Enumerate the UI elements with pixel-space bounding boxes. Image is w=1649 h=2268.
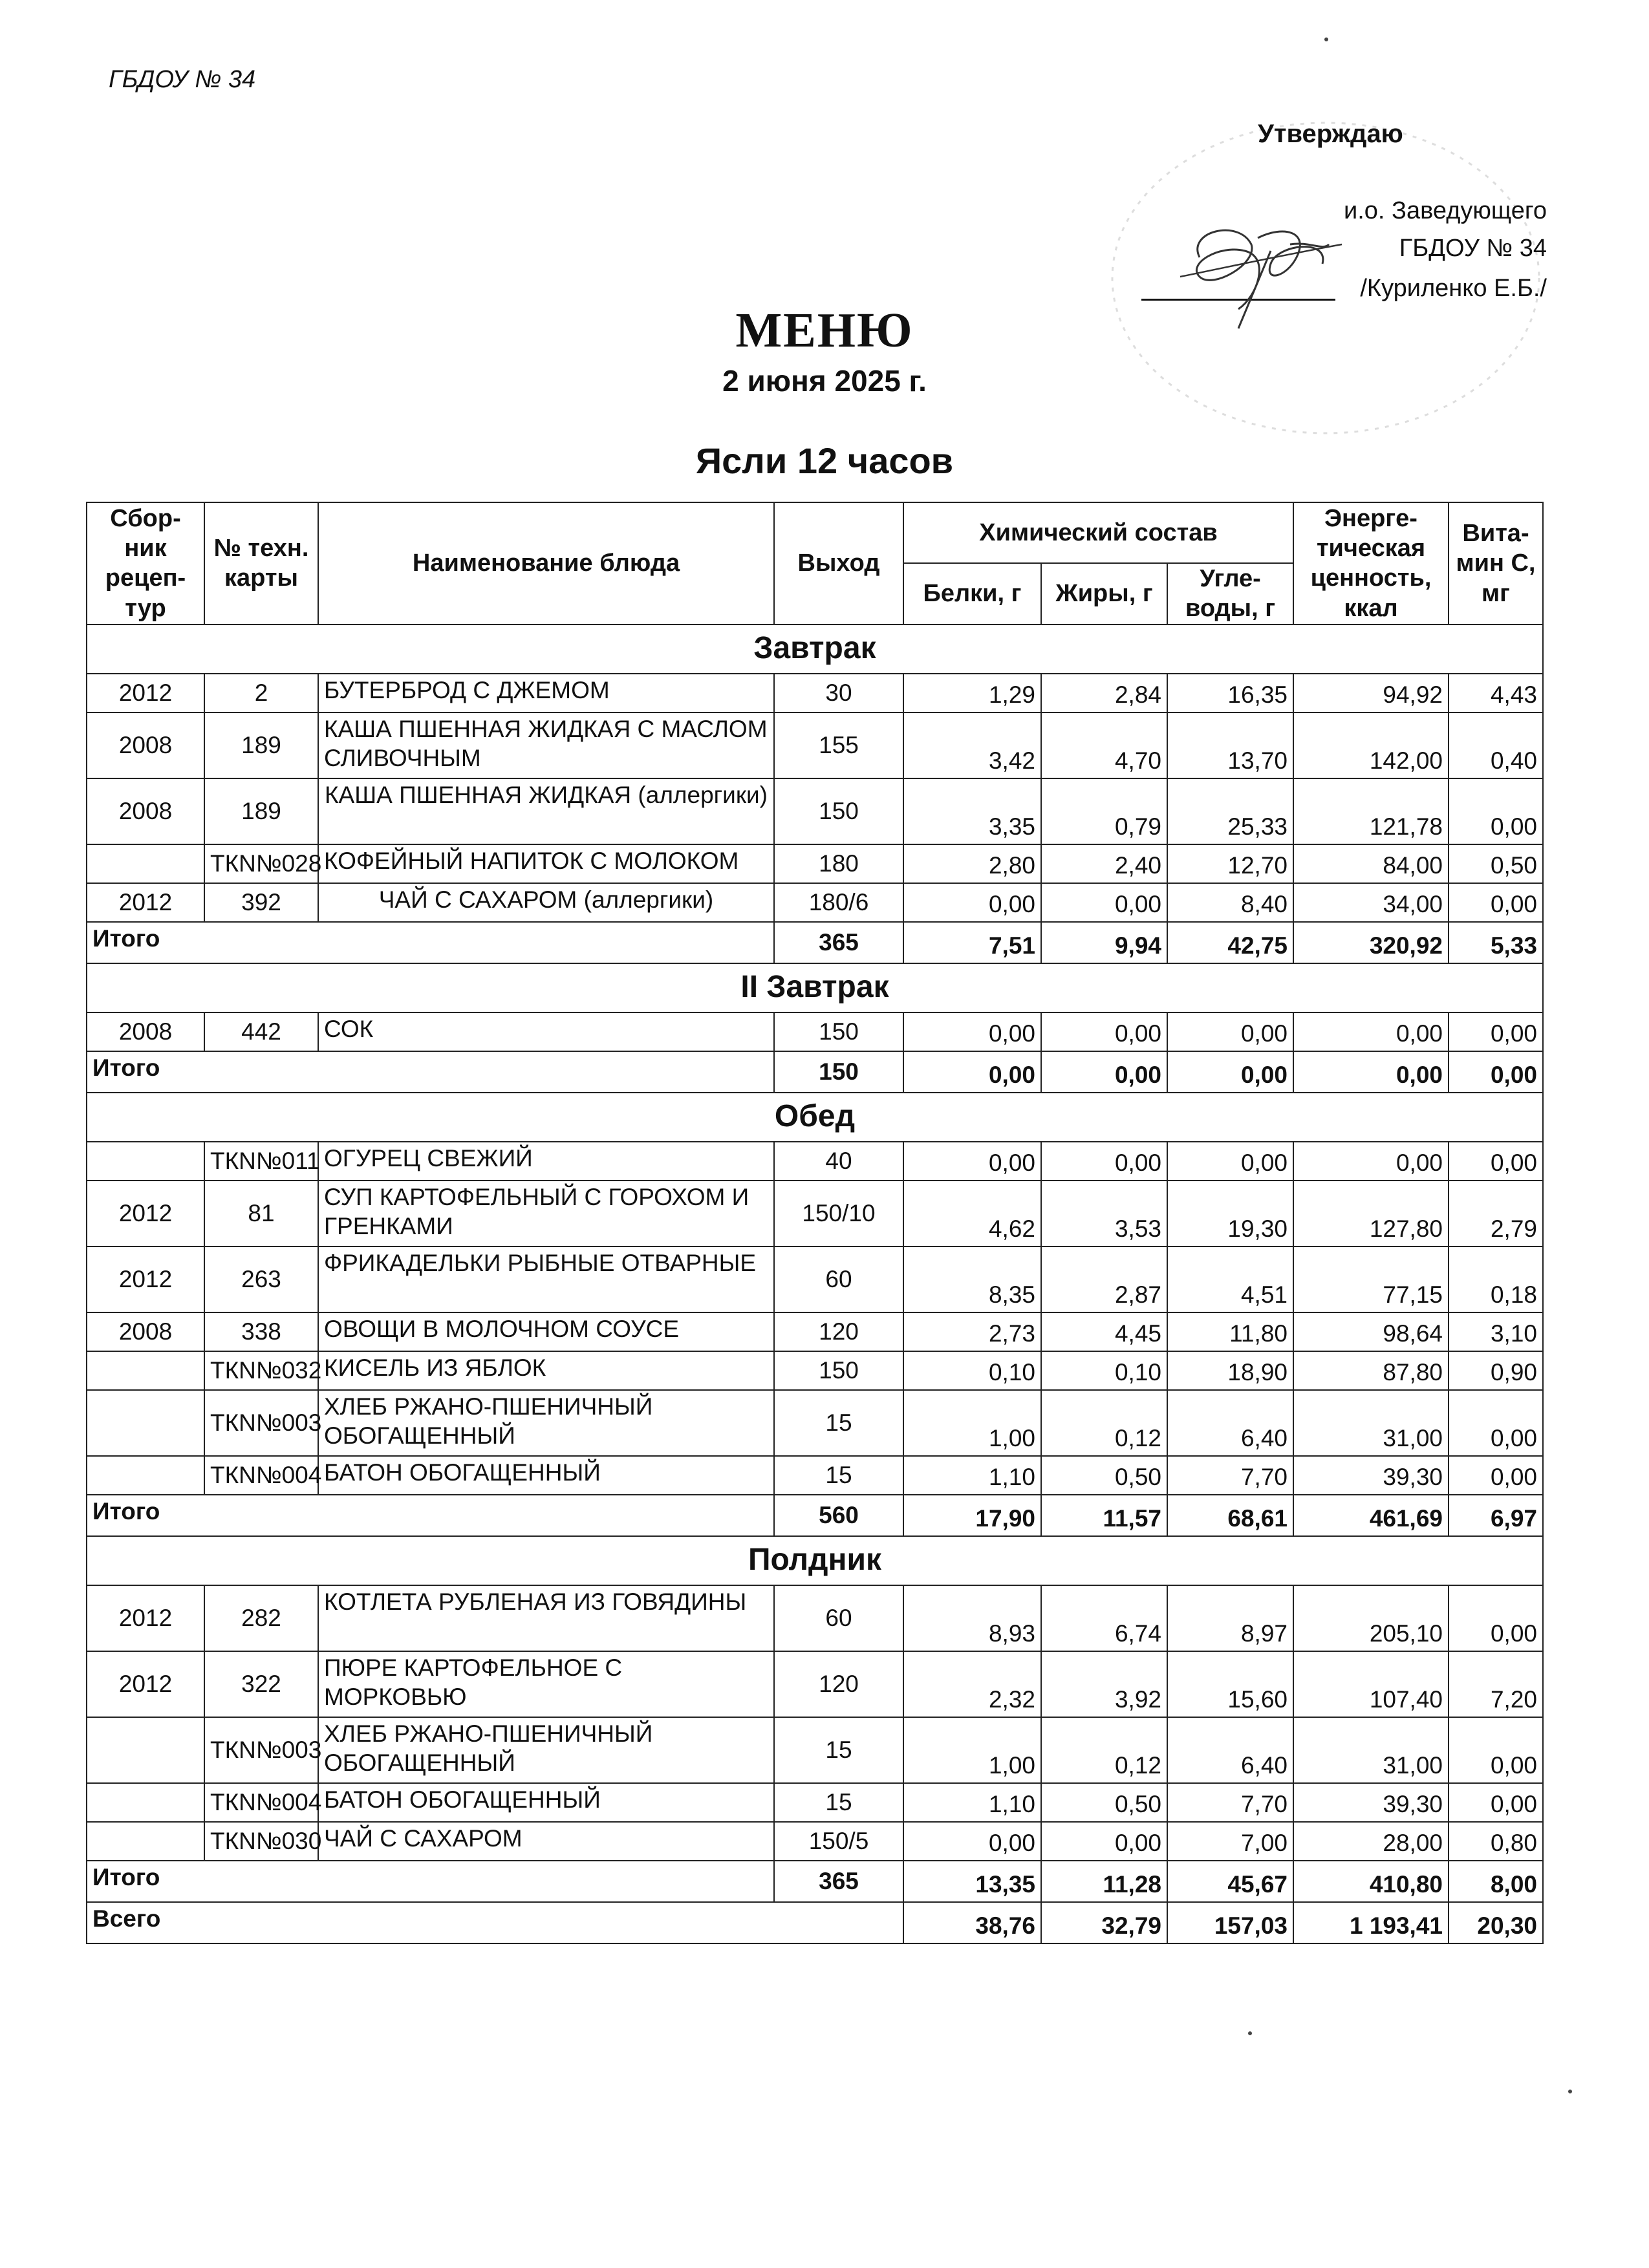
dish-name-cell: СОК xyxy=(318,1012,774,1051)
dish-name-cell: ЧАЙ С САХАРОМ (аллергики) xyxy=(318,883,774,922)
protein-cell: 2,80 xyxy=(903,844,1041,883)
grand-total-label: Всего xyxy=(87,1902,903,1943)
total-carbs: 68,61 xyxy=(1167,1495,1293,1536)
yield-cell: 180 xyxy=(774,844,903,883)
total-energy: 0,00 xyxy=(1293,1051,1449,1093)
dish-name-cell: КОТЛЕТА РУБЛЕНАЯ ИЗ ГОВЯДИНЫ xyxy=(318,1585,774,1651)
menu-subtitle: Ясли 12 часов xyxy=(695,440,954,481)
total-protein: 13,35 xyxy=(903,1861,1041,1902)
card-cell: 189 xyxy=(204,778,318,844)
collection-cell: 2008 xyxy=(87,778,204,844)
header-chem: Химический состав xyxy=(903,502,1293,563)
fat-cell: 0,00 xyxy=(1041,1142,1167,1181)
organization-label: ГБДОУ № 34 xyxy=(109,66,256,93)
fat-cell: 3,53 xyxy=(1041,1181,1167,1246)
section-row xyxy=(87,1093,1543,1142)
collection-cell xyxy=(87,1783,204,1822)
scan-speck xyxy=(1324,37,1328,41)
protein-cell: 8,35 xyxy=(903,1246,1041,1312)
yield-cell: 150 xyxy=(774,1351,903,1390)
energy-cell: 87,80 xyxy=(1293,1351,1449,1390)
collection-cell: 2008 xyxy=(87,712,204,778)
yield-cell: 155 xyxy=(774,712,903,778)
grand-total-fat: 32,79 xyxy=(1041,1902,1167,1943)
total-row xyxy=(87,1861,1543,1902)
energy-cell: 39,30 xyxy=(1293,1783,1449,1822)
scan-speck xyxy=(1248,2031,1252,2035)
scan-speck xyxy=(1568,2090,1572,2093)
vitamin-cell: 0,00 xyxy=(1449,778,1543,844)
vitamin-cell: 0,00 xyxy=(1449,1717,1543,1783)
vitamin-cell: 2,79 xyxy=(1449,1181,1543,1246)
protein-cell: 0,00 xyxy=(903,1012,1041,1051)
protein-cell: 1,00 xyxy=(903,1390,1041,1456)
fat-cell: 4,45 xyxy=(1041,1312,1167,1351)
menu-date: 2 июня 2025 г. xyxy=(722,364,927,398)
protein-cell: 0,10 xyxy=(903,1351,1041,1390)
yield-cell: 150 xyxy=(774,1012,903,1051)
card-cell: ТКN№028 xyxy=(204,844,318,883)
fat-cell: 3,92 xyxy=(1041,1651,1167,1717)
total-yield: 150 xyxy=(774,1051,903,1093)
card-cell: 282 xyxy=(204,1585,318,1651)
header-carbs: Угле-воды, г xyxy=(1167,563,1293,625)
header-name: Наименование блюда xyxy=(318,502,774,625)
collection-cell: 2012 xyxy=(87,1181,204,1246)
energy-cell: 121,78 xyxy=(1293,778,1449,844)
energy-cell: 28,00 xyxy=(1293,1822,1449,1861)
section-title: Полдник xyxy=(87,1536,1543,1585)
vitamin-cell: 0,80 xyxy=(1449,1822,1543,1861)
yield-cell: 30 xyxy=(774,674,903,712)
card-cell: 189 xyxy=(204,712,318,778)
grand-total-protein: 38,76 xyxy=(903,1902,1041,1943)
section-row xyxy=(87,963,1543,1012)
carbs-cell: 11,80 xyxy=(1167,1312,1293,1351)
protein-cell: 2,73 xyxy=(903,1312,1041,1351)
yield-cell: 150/10 xyxy=(774,1181,903,1246)
table-row xyxy=(87,1390,1543,1456)
total-label: Итого xyxy=(87,1495,774,1536)
section-title: Обед xyxy=(87,1093,1543,1142)
card-cell: 392 xyxy=(204,883,318,922)
table-row xyxy=(87,844,1543,883)
approve-role: и.о. Заведующего xyxy=(1344,197,1547,224)
carbs-cell: 4,51 xyxy=(1167,1246,1293,1312)
card-cell: ТКN№032 xyxy=(204,1351,318,1390)
table-row xyxy=(87,1181,1543,1246)
vitamin-cell: 4,43 xyxy=(1449,674,1543,712)
fat-cell: 2,84 xyxy=(1041,674,1167,712)
card-cell: ТКN№004 xyxy=(204,1783,318,1822)
fat-cell: 0,50 xyxy=(1041,1783,1167,1822)
fat-cell: 0,10 xyxy=(1041,1351,1167,1390)
energy-cell: 205,10 xyxy=(1293,1585,1449,1651)
card-cell: 81 xyxy=(204,1181,318,1246)
card-cell: 263 xyxy=(204,1246,318,1312)
energy-cell: 127,80 xyxy=(1293,1181,1449,1246)
dish-name-cell: ХЛЕБ РЖАНО-ПШЕНИЧНЫЙ ОБОГАЩЕННЫЙ xyxy=(318,1717,774,1783)
collection-cell: 2012 xyxy=(87,883,204,922)
fat-cell: 0,00 xyxy=(1041,1822,1167,1861)
energy-cell: 94,92 xyxy=(1293,674,1449,712)
grand-total-row xyxy=(87,1902,1543,1943)
yield-cell: 180/6 xyxy=(774,883,903,922)
total-yield: 560 xyxy=(774,1495,903,1536)
yield-cell: 120 xyxy=(774,1312,903,1351)
carbs-cell: 8,40 xyxy=(1167,883,1293,922)
yield-cell: 15 xyxy=(774,1390,903,1456)
fat-cell: 0,00 xyxy=(1041,1012,1167,1051)
total-carbs: 45,67 xyxy=(1167,1861,1293,1902)
total-vitamin: 8,00 xyxy=(1449,1861,1543,1902)
fat-cell: 0,12 xyxy=(1041,1717,1167,1783)
protein-cell: 4,62 xyxy=(903,1181,1041,1246)
table-row xyxy=(87,1142,1543,1181)
grand-total-carbs: 157,03 xyxy=(1167,1902,1293,1943)
collection-cell xyxy=(87,1142,204,1181)
collection-cell: 2012 xyxy=(87,1585,204,1651)
approve-org: ГБДОУ № 34 xyxy=(1399,235,1547,262)
vitamin-cell: 0,00 xyxy=(1449,1012,1543,1051)
dish-name-cell: ЧАЙ С САХАРОМ xyxy=(318,1822,774,1861)
carbs-cell: 7,70 xyxy=(1167,1783,1293,1822)
vitamin-cell: 0,18 xyxy=(1449,1246,1543,1312)
dish-name-cell: ОГУРЕЦ СВЕЖИЙ xyxy=(318,1142,774,1181)
carbs-cell: 0,00 xyxy=(1167,1012,1293,1051)
vitamin-cell: 0,00 xyxy=(1449,1390,1543,1456)
dish-name-cell: КОФЕЙНЫЙ НАПИТОК С МОЛОКОМ xyxy=(318,844,774,883)
yield-cell: 40 xyxy=(774,1142,903,1181)
carbs-cell: 25,33 xyxy=(1167,778,1293,844)
card-cell: ТКN№011 xyxy=(204,1142,318,1181)
total-row xyxy=(87,1495,1543,1536)
table-row xyxy=(87,1585,1543,1651)
collection-cell xyxy=(87,1390,204,1456)
total-row xyxy=(87,1051,1543,1093)
energy-cell: 107,40 xyxy=(1293,1651,1449,1717)
total-carbs: 0,00 xyxy=(1167,1051,1293,1093)
carbs-cell: 13,70 xyxy=(1167,712,1293,778)
dish-name-cell: БАТОН ОБОГАЩЕННЫЙ xyxy=(318,1783,774,1822)
collection-cell: 2008 xyxy=(87,1012,204,1051)
fat-cell: 6,74 xyxy=(1041,1585,1167,1651)
protein-cell: 1,10 xyxy=(903,1783,1041,1822)
approve-name: /Куриленко Е.Б./ xyxy=(1360,275,1547,302)
table-row xyxy=(87,778,1543,844)
total-fat: 11,57 xyxy=(1041,1495,1167,1536)
vitamin-cell: 7,20 xyxy=(1449,1651,1543,1717)
dish-name-cell: КИСЕЛЬ ИЗ ЯБЛОК xyxy=(318,1351,774,1390)
protein-cell: 0,00 xyxy=(903,1822,1041,1861)
table-row xyxy=(87,1651,1543,1717)
header-yield: Выход xyxy=(774,502,903,625)
total-vitamin: 6,97 xyxy=(1449,1495,1543,1536)
vitamin-cell: 0,50 xyxy=(1449,844,1543,883)
fat-cell: 0,50 xyxy=(1041,1456,1167,1495)
total-vitamin: 0,00 xyxy=(1449,1051,1543,1093)
protein-cell: 8,93 xyxy=(903,1585,1041,1651)
collection-cell: 2012 xyxy=(87,674,204,712)
protein-cell: 3,42 xyxy=(903,712,1041,778)
carbs-cell: 8,97 xyxy=(1167,1585,1293,1651)
menu-table xyxy=(86,502,1544,1944)
energy-cell: 39,30 xyxy=(1293,1456,1449,1495)
card-cell: 338 xyxy=(204,1312,318,1351)
carbs-cell: 0,00 xyxy=(1167,1142,1293,1181)
section-title: Завтрак xyxy=(87,625,1543,674)
carbs-cell: 6,40 xyxy=(1167,1717,1293,1783)
protein-cell: 0,00 xyxy=(903,1142,1041,1181)
carbs-cell: 6,40 xyxy=(1167,1390,1293,1456)
collection-cell xyxy=(87,844,204,883)
total-protein: 0,00 xyxy=(903,1051,1041,1093)
table-row xyxy=(87,712,1543,778)
table-row xyxy=(87,883,1543,922)
protein-cell: 0,00 xyxy=(903,883,1041,922)
header-collection: Сбор-ник рецеп-тур xyxy=(87,502,204,625)
energy-cell: 0,00 xyxy=(1293,1012,1449,1051)
yield-cell: 15 xyxy=(774,1717,903,1783)
carbs-cell: 7,70 xyxy=(1167,1456,1293,1495)
table-row xyxy=(87,1312,1543,1351)
header-energy: Энерге-тическая ценность, ккал xyxy=(1293,502,1449,625)
vitamin-cell: 3,10 xyxy=(1449,1312,1543,1351)
card-cell: 442 xyxy=(204,1012,318,1051)
total-yield: 365 xyxy=(774,922,903,963)
table-row xyxy=(87,1246,1543,1312)
total-energy: 461,69 xyxy=(1293,1495,1449,1536)
section-title: II Завтрак xyxy=(87,963,1543,1012)
table-row xyxy=(87,1351,1543,1390)
card-cell: ТКN№003 xyxy=(204,1717,318,1783)
total-vitamin: 5,33 xyxy=(1449,922,1543,963)
dish-name-cell: КАША ПШЕННАЯ ЖИДКАЯ С МАСЛОМ СЛИВОЧНЫМ xyxy=(318,712,774,778)
yield-cell: 15 xyxy=(774,1456,903,1495)
yield-cell: 15 xyxy=(774,1783,903,1822)
dish-name-cell: БАТОН ОБОГАЩЕННЫЙ xyxy=(318,1456,774,1495)
energy-cell: 98,64 xyxy=(1293,1312,1449,1351)
energy-cell: 31,00 xyxy=(1293,1390,1449,1456)
vitamin-cell: 0,40 xyxy=(1449,712,1543,778)
table-row xyxy=(87,674,1543,712)
collection-cell: 2012 xyxy=(87,1246,204,1312)
collection-cell xyxy=(87,1351,204,1390)
energy-cell: 34,00 xyxy=(1293,883,1449,922)
grand-total-vitamin: 20,30 xyxy=(1449,1902,1543,1943)
header-fat: Жиры, г xyxy=(1041,563,1167,625)
energy-cell: 77,15 xyxy=(1293,1246,1449,1312)
carbs-cell: 16,35 xyxy=(1167,674,1293,712)
carbs-cell: 19,30 xyxy=(1167,1181,1293,1246)
fat-cell: 2,40 xyxy=(1041,844,1167,883)
dish-name-cell: ФРИКАДЕЛЬКИ РЫБНЫЕ ОТВАРНЫЕ xyxy=(318,1246,774,1312)
dish-name-cell: ОВОЩИ В МОЛОЧНОМ СОУСЕ xyxy=(318,1312,774,1351)
total-energy: 410,80 xyxy=(1293,1861,1449,1902)
collection-cell: 2012 xyxy=(87,1651,204,1717)
table-row xyxy=(87,1717,1543,1783)
card-cell: 2 xyxy=(204,674,318,712)
section-row xyxy=(87,1536,1543,1585)
total-yield: 365 xyxy=(774,1861,903,1902)
total-fat: 11,28 xyxy=(1041,1861,1167,1902)
total-protein: 17,90 xyxy=(903,1495,1041,1536)
card-cell: 322 xyxy=(204,1651,318,1717)
vitamin-cell: 0,90 xyxy=(1449,1351,1543,1390)
menu-table-body xyxy=(87,625,1543,1943)
total-label: Итого xyxy=(87,1861,774,1902)
yield-cell: 60 xyxy=(774,1585,903,1651)
vitamin-cell: 0,00 xyxy=(1449,1456,1543,1495)
fat-cell: 4,70 xyxy=(1041,712,1167,778)
protein-cell: 1,00 xyxy=(903,1717,1041,1783)
page-title: МЕНЮ xyxy=(735,303,914,358)
collection-cell: 2008 xyxy=(87,1312,204,1351)
protein-cell: 3,35 xyxy=(903,778,1041,844)
total-row xyxy=(87,922,1543,963)
energy-cell: 142,00 xyxy=(1293,712,1449,778)
carbs-cell: 7,00 xyxy=(1167,1822,1293,1861)
total-energy: 320,92 xyxy=(1293,922,1449,963)
dish-name-cell: КАША ПШЕННАЯ ЖИДКАЯ (аллергики) xyxy=(318,778,774,844)
header-card: № техн. карты xyxy=(204,502,318,625)
dish-name-cell: БУТЕРБРОД С ДЖЕМОМ xyxy=(318,674,774,712)
vitamin-cell: 0,00 xyxy=(1449,1142,1543,1181)
table-row xyxy=(87,1783,1543,1822)
protein-cell: 1,10 xyxy=(903,1456,1041,1495)
card-cell: ТКN№004 xyxy=(204,1456,318,1495)
section-row xyxy=(87,625,1543,674)
dish-name-cell: ПЮРЕ КАРТОФЕЛЬНОЕ С МОРКОВЬЮ xyxy=(318,1651,774,1717)
total-carbs: 42,75 xyxy=(1167,922,1293,963)
yield-cell: 60 xyxy=(774,1246,903,1312)
collection-cell xyxy=(87,1717,204,1783)
collection-cell xyxy=(87,1822,204,1861)
dish-name-cell: ХЛЕБ РЖАНО-ПШЕНИЧНЫЙ ОБОГАЩЕННЫЙ xyxy=(318,1390,774,1456)
total-label: Итого xyxy=(87,1051,774,1093)
collection-cell xyxy=(87,1456,204,1495)
approve-label: Утверждаю xyxy=(1258,120,1403,148)
yield-cell: 150/5 xyxy=(774,1822,903,1861)
card-cell: ТКN№030 xyxy=(204,1822,318,1861)
yield-cell: 120 xyxy=(774,1651,903,1717)
dish-name-cell: СУП КАРТОФЕЛЬНЫЙ С ГОРОХОМ И ГРЕНКАМИ xyxy=(318,1181,774,1246)
header-protein: Белки, г xyxy=(903,563,1041,625)
protein-cell: 1,29 xyxy=(903,674,1041,712)
table-row xyxy=(87,1456,1543,1495)
carbs-cell: 15,60 xyxy=(1167,1651,1293,1717)
grand-total-energy: 1 193,41 xyxy=(1293,1902,1449,1943)
fat-cell: 0,79 xyxy=(1041,778,1167,844)
total-fat: 0,00 xyxy=(1041,1051,1167,1093)
fat-cell: 0,00 xyxy=(1041,883,1167,922)
energy-cell: 0,00 xyxy=(1293,1142,1449,1181)
carbs-cell: 18,90 xyxy=(1167,1351,1293,1390)
vitamin-cell: 0,00 xyxy=(1449,1783,1543,1822)
total-protein: 7,51 xyxy=(903,922,1041,963)
table-row xyxy=(87,1012,1543,1051)
total-fat: 9,94 xyxy=(1041,922,1167,963)
carbs-cell: 12,70 xyxy=(1167,844,1293,883)
fat-cell: 2,87 xyxy=(1041,1246,1167,1312)
header-vitamin: Вита-мин С, мг xyxy=(1449,502,1543,625)
vitamin-cell: 0,00 xyxy=(1449,883,1543,922)
table-row xyxy=(87,1822,1543,1861)
yield-cell: 150 xyxy=(774,778,903,844)
card-cell: ТКN№003 xyxy=(204,1390,318,1456)
vitamin-cell: 0,00 xyxy=(1449,1585,1543,1651)
energy-cell: 84,00 xyxy=(1293,844,1449,883)
fat-cell: 0,12 xyxy=(1041,1390,1167,1456)
protein-cell: 2,32 xyxy=(903,1651,1041,1717)
total-label: Итого xyxy=(87,922,774,963)
energy-cell: 31,00 xyxy=(1293,1717,1449,1783)
